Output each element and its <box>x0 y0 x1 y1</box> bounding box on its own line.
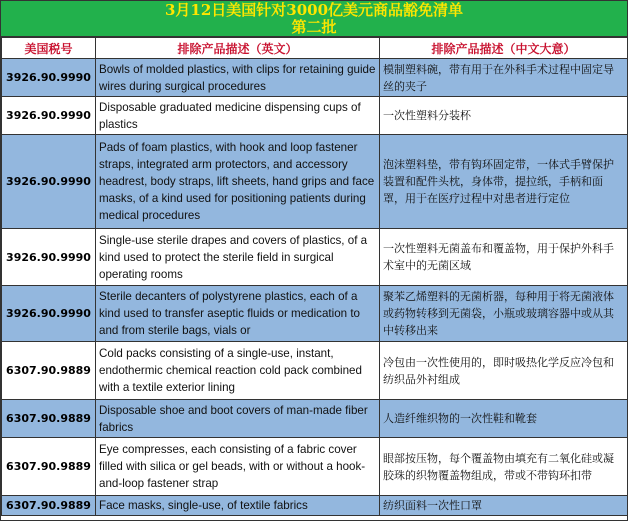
header-description-en: 排除产品描述（英文） <box>96 38 380 59</box>
tariff-code-cell: 3926.90.9990 <box>2 59 96 97</box>
table-row <box>2 135 628 229</box>
description-zh-cell: 眼部按压物，每个覆盖物由填充有二氧化硅或凝胶珠的织物覆盖物组成，带或不带钩环扣带 <box>380 438 628 496</box>
description-zh-cell: 模制塑料碗，带有用于在外科手术过程中固定导丝的夹子 <box>380 59 628 97</box>
tariff-code-cell: 6307.90.9889 <box>2 438 96 496</box>
table-row <box>2 229 628 286</box>
table-row <box>2 438 628 496</box>
description-en-cell: Bowls of molded plastics, with clips for retaining guide wires during surgical procedures <box>96 59 380 97</box>
description-zh-cell: 聚苯乙烯塑料的无菌析器，每种用于将无菌液体或药物转移到无菌袋，小瓶或玻璃容器中或从其中转移出来 <box>380 286 628 342</box>
tariff-code-cell: 3926.90.9990 <box>2 135 96 229</box>
description-en-cell: Pads of foam plastics, with hook and loop fastener straps, integrated arm protectors, and accessory headrest, body straps, lift sheets, hand grips and face masks, of a kind used for positioning patients during medical procedures <box>96 135 380 229</box>
tariff-code-cell: 6307.90.9889 <box>2 496 96 516</box>
description-zh-cell: 纺织面料一次性口罩 <box>380 496 628 516</box>
description-zh-cell: 冷包由一次性使用的，即时吸热化学反应冷包和纺织品外衬组成 <box>380 342 628 400</box>
description-zh-cell: 一次性塑料无菌盖布和覆盖物，用于保护外科手术室中的无菌区域 <box>380 229 628 286</box>
list-banner <box>1 1 627 37</box>
description-en-cell: Single-use sterile drapes and covers of plastics, of a kind used to protect the sterile field in surgical operating rooms <box>96 229 380 286</box>
table-row <box>2 400 628 438</box>
description-zh-cell: 一次性塑料分装杯 <box>380 97 628 135</box>
tariff-code-cell: 3926.90.9990 <box>2 286 96 342</box>
exemption-table <box>1 37 628 516</box>
description-en-cell: Face masks, single-use, of textile fabrics <box>96 496 380 516</box>
table-row <box>2 59 628 97</box>
description-en-cell <box>96 286 380 342</box>
header-tariff-code: 美国税号 <box>2 38 96 59</box>
description-zh-cell: 泡沫塑料垫，带有钩环固定带，一体式手臂保护装置和配件头枕，身体带，提拉纸，手柄和面罩，用于在医疗过程中对患者进行定位 <box>380 135 628 229</box>
table-row <box>2 97 628 135</box>
table-row <box>2 286 628 342</box>
table-row <box>2 342 628 400</box>
description-en-cell: Disposable graduated medicine dispensing cups of plastics <box>96 97 380 135</box>
header-description-zh: 排除产品描述（中文大意） <box>380 38 628 59</box>
tariff-code-cell: 3926.90.9990 <box>2 229 96 286</box>
table-row <box>2 496 628 516</box>
tariff-code-cell: 6307.90.9889 <box>2 342 96 400</box>
table-header-row <box>2 38 628 59</box>
description-en-cell: Disposable shoe and boot covers of man-made fiber fabrics <box>96 400 380 438</box>
list-subtitle: 第二批 <box>291 18 337 36</box>
description-en-cell: Eye compresses, each consisting of a fabric cover filled with silica or gel beads, with or without a hook-and-loop fastener strap <box>96 438 380 496</box>
description-en-cell: Cold packs consisting of a single-use, instant, endothermic chemical reaction cold pack combined with a textile exterior lining <box>96 342 380 400</box>
description-zh-cell: 人造纤维织物的一次性鞋和靴套 <box>380 400 628 438</box>
description-en-text: Sterile decanters of polystyrene plastics, each of a kind used to transfer aseptic fluids or medication to and from sterile bags, vials or <box>99 290 360 337</box>
tariff-code-cell: 6307.90.9889 <box>2 400 96 438</box>
tariff-code-cell: 3926.90.9990 <box>2 97 96 135</box>
list-title: 3月12日美国针对3000亿美元商品豁免清单 <box>164 1 464 19</box>
